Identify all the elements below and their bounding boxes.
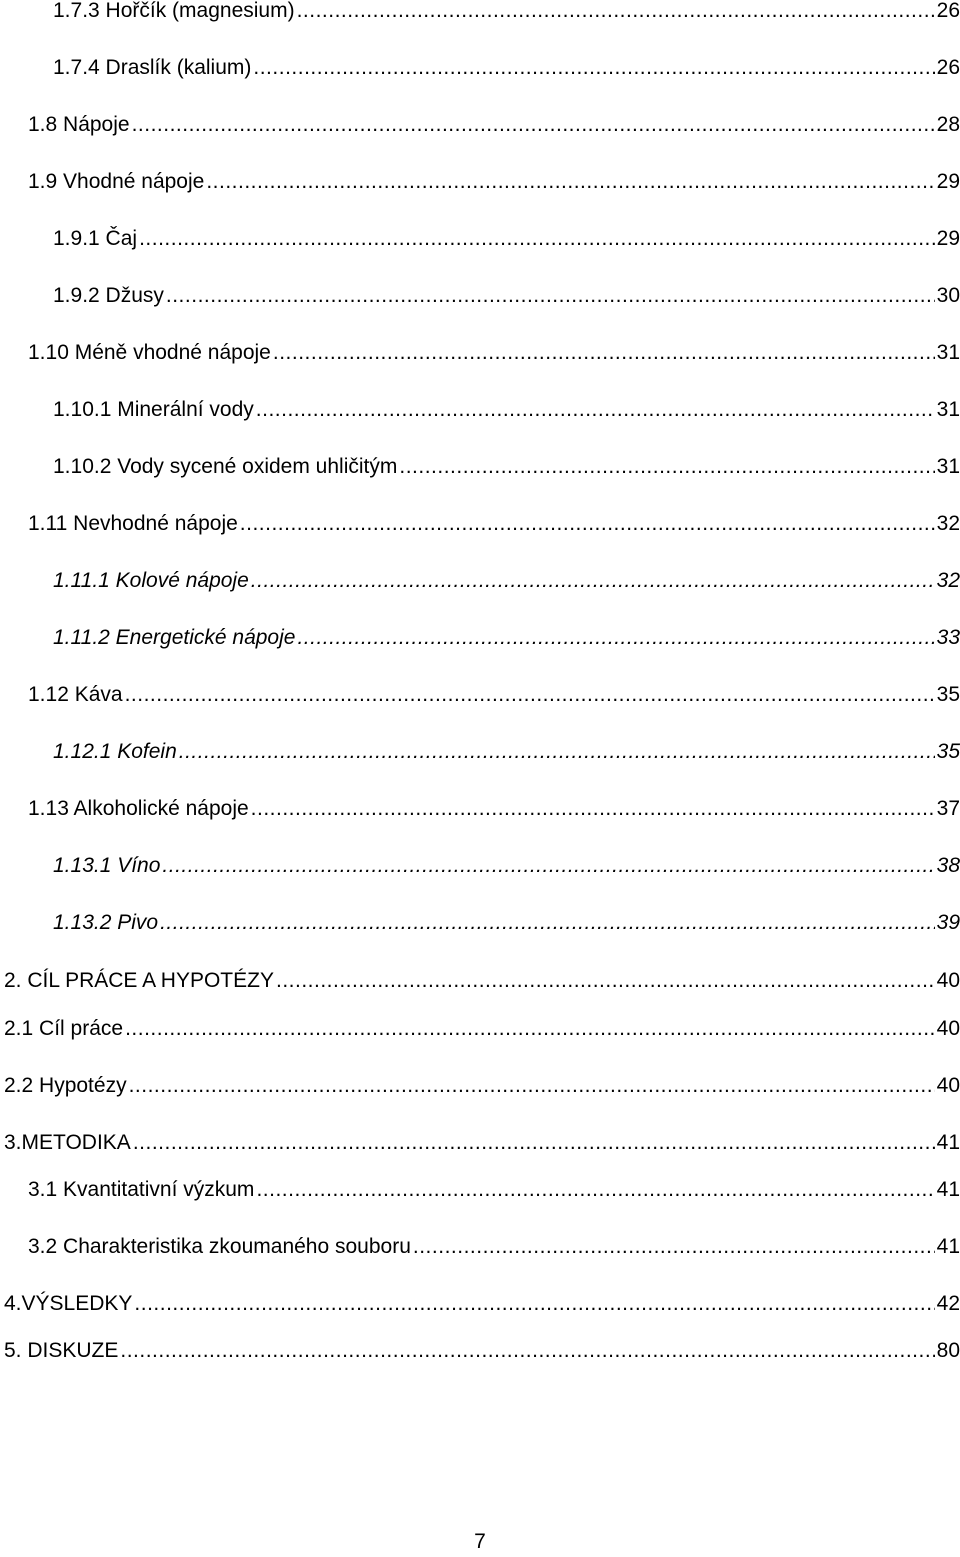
toc-entry-title: 2. CÍL PRÁCE A HYPOTÉZY bbox=[4, 969, 274, 992]
toc-entry-1-9-2[interactable] bbox=[53, 281, 960, 311]
toc-entry-4[interactable] bbox=[4, 1289, 960, 1319]
toc-entry-page: 38 bbox=[936, 854, 960, 877]
toc-entry-5[interactable] bbox=[4, 1336, 960, 1366]
toc-entry-page: 29 bbox=[936, 227, 960, 250]
toc-entry-page: 31 bbox=[936, 455, 960, 478]
toc-entry-page: 29 bbox=[936, 170, 960, 193]
toc-entry-title: 1.9 Vhodné nápoje bbox=[28, 170, 205, 193]
toc-entry-1-9-1[interactable] bbox=[53, 224, 960, 254]
toc-entry-2-1[interactable] bbox=[4, 1014, 960, 1044]
dot-leader bbox=[125, 1014, 935, 1044]
toc-entry-title: 1.13.2 Pivo bbox=[53, 911, 159, 934]
toc-entry-title: 5. DISKUZE bbox=[4, 1339, 119, 1362]
dot-leader bbox=[120, 1336, 934, 1366]
toc-entry-1-12[interactable] bbox=[28, 680, 960, 710]
dot-leader bbox=[160, 908, 935, 938]
dot-leader bbox=[133, 1128, 935, 1158]
toc-entry-3[interactable] bbox=[4, 1128, 960, 1158]
toc-entry-1-11-1[interactable] bbox=[53, 566, 960, 596]
dot-leader bbox=[134, 1289, 934, 1319]
toc-entry-1-13[interactable] bbox=[28, 794, 960, 824]
dot-leader bbox=[162, 851, 934, 881]
toc-entry-title: 1.11.1 Kolové nápoje bbox=[53, 569, 249, 592]
toc-entry-3-2[interactable] bbox=[28, 1232, 960, 1262]
toc-entry-title: 3.METODIKA bbox=[4, 1131, 131, 1154]
dot-leader bbox=[251, 566, 935, 596]
toc-entry-title: 1.9.1 Čaj bbox=[53, 227, 138, 250]
toc-entry-title: 1.13.1 Víno bbox=[53, 854, 161, 877]
dot-leader bbox=[179, 737, 935, 767]
toc-entry-1-7-4[interactable] bbox=[53, 53, 960, 83]
toc-entry-title: 1.8 Nápoje bbox=[28, 113, 130, 136]
toc-entry-title: 1.11 Nevhodné nápoje bbox=[28, 512, 238, 535]
toc-entry-page: 30 bbox=[936, 284, 960, 307]
toc-entry-1-10-2[interactable] bbox=[53, 452, 960, 482]
toc-entry-page: 40 bbox=[936, 969, 960, 992]
toc-entry-1-10-1[interactable] bbox=[53, 395, 960, 425]
toc-entry-page: 28 bbox=[936, 113, 960, 136]
toc-entry-page: 26 bbox=[936, 56, 960, 79]
toc-entry-page: 31 bbox=[936, 398, 960, 421]
toc-entry-page: 41 bbox=[936, 1235, 960, 1258]
toc-entry-page: 41 bbox=[936, 1131, 960, 1154]
dot-leader bbox=[251, 794, 935, 824]
toc-entry-page: 40 bbox=[936, 1017, 960, 1040]
toc-entry-page: 35 bbox=[936, 740, 960, 763]
toc-entry-title: 3.1 Kvantitativní výzkum bbox=[28, 1178, 255, 1201]
dot-leader bbox=[206, 167, 934, 197]
toc-entry-page: 41 bbox=[936, 1178, 960, 1201]
toc-entry-1-13-2[interactable] bbox=[53, 908, 960, 938]
dot-leader bbox=[256, 395, 935, 425]
page-number: 7 bbox=[474, 1530, 486, 1553]
toc-entry-1-13-1[interactable] bbox=[53, 851, 960, 881]
dot-leader bbox=[276, 966, 935, 996]
toc-entry-1-9[interactable] bbox=[28, 167, 960, 197]
toc-entry-title: 1.13 Alkoholické nápoje bbox=[28, 797, 249, 820]
toc-entry-1-12-1[interactable] bbox=[53, 737, 960, 767]
toc-entry-title: 2.2 Hypotézy bbox=[4, 1074, 127, 1097]
toc-entry-2[interactable] bbox=[4, 966, 960, 996]
dot-leader bbox=[297, 0, 935, 26]
dot-leader bbox=[132, 110, 935, 140]
dot-leader bbox=[297, 623, 934, 653]
dot-leader bbox=[139, 224, 935, 254]
toc-entry-page: 40 bbox=[936, 1074, 960, 1097]
dot-leader bbox=[166, 281, 935, 311]
dot-leader bbox=[240, 509, 935, 539]
dot-leader bbox=[413, 1232, 935, 1262]
toc-entry-page: 35 bbox=[936, 683, 960, 706]
dot-leader bbox=[273, 338, 935, 368]
toc-entry-title: 1.10 Méně vhodné nápoje bbox=[28, 341, 271, 364]
toc-entry-page: 80 bbox=[936, 1339, 960, 1362]
toc-entry-page: 39 bbox=[936, 911, 960, 934]
dot-leader bbox=[253, 53, 934, 83]
toc-entry-1-8[interactable] bbox=[28, 110, 960, 140]
toc-entry-page: 32 bbox=[936, 569, 960, 592]
toc-entry-title: 4.VÝSLEDKY bbox=[4, 1292, 133, 1315]
toc-entry-1-11-2[interactable] bbox=[53, 623, 960, 653]
toc-entry-page: 31 bbox=[936, 341, 960, 364]
toc-entry-2-2[interactable] bbox=[4, 1071, 960, 1101]
toc-entry-1-10[interactable] bbox=[28, 338, 960, 368]
toc-entry-page: 37 bbox=[936, 797, 960, 820]
toc-entry-title: 1.12.1 Kofein bbox=[53, 740, 177, 763]
toc-entry-title: 1.12 Káva bbox=[28, 683, 123, 706]
toc-entry-title: 1.9.2 Džusy bbox=[53, 284, 164, 307]
dot-leader bbox=[399, 452, 934, 482]
toc-entry-1-11[interactable] bbox=[28, 509, 960, 539]
toc-entry-3-1[interactable] bbox=[28, 1175, 960, 1205]
toc-entry-page: 42 bbox=[936, 1292, 960, 1315]
toc-entry-page: 32 bbox=[936, 512, 960, 535]
dot-leader bbox=[125, 680, 935, 710]
toc-entry-title: 1.7.3 Hořčík (magnesium) bbox=[53, 0, 295, 22]
dot-leader bbox=[129, 1071, 935, 1101]
toc-entry-title: 3.2 Charakteristika zkoumaného souboru bbox=[28, 1235, 411, 1258]
toc-entry-title: 2.1 Cíl práce bbox=[4, 1017, 124, 1040]
toc-entry-title: 1.7.4 Draslík (kalium) bbox=[53, 56, 252, 79]
toc-entry-title: 1.10.1 Minerální vody bbox=[53, 398, 254, 421]
toc-entry-page: 33 bbox=[936, 626, 960, 649]
toc-entry-page: 26 bbox=[936, 0, 960, 22]
dot-leader bbox=[256, 1175, 934, 1205]
toc-entry-1-7-3[interactable] bbox=[53, 0, 960, 26]
toc-entry-title: 1.10.2 Vody sycené oxidem uhličitým bbox=[53, 455, 398, 478]
toc-entry-title: 1.11.2 Energetické nápoje bbox=[53, 626, 296, 649]
